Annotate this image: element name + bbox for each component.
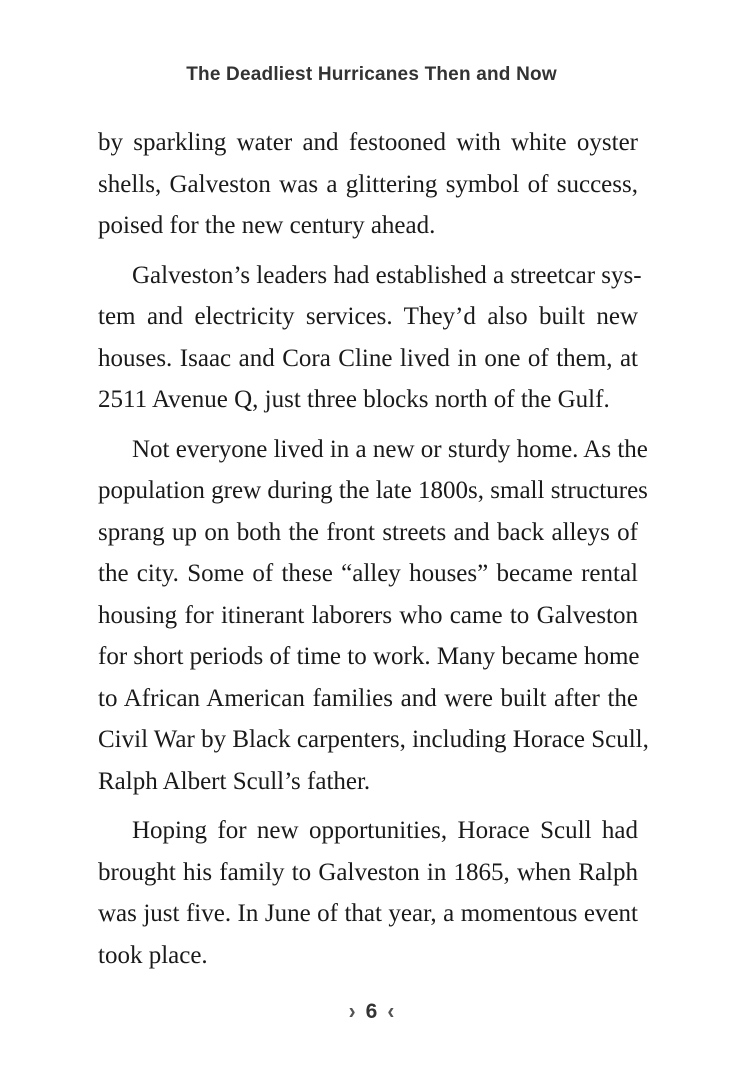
text-line: shells, Galveston was a glittering symbol of success, xyxy=(98,170,638,198)
text-line: by sparkling water and festooned with white oyster xyxy=(98,129,638,156)
text-line: Civil War by Black carpenters, including Horace Scull, xyxy=(98,726,649,753)
paragraph xyxy=(98,429,649,803)
paragraph xyxy=(98,122,638,247)
text-line: Not everyone lived in a new or sturdy home. As the xyxy=(132,435,648,463)
text-line: tem and electricity services. They’d also built new xyxy=(98,303,638,330)
running-head: The Deadliest Hurricanes Then and Now xyxy=(186,64,557,85)
text-line: took place. xyxy=(98,941,208,969)
text-line: for short periods of time to work. Many became home xyxy=(98,643,640,670)
text-line: population grew during the late 1800s, small structures xyxy=(98,477,648,504)
page-number: 6 xyxy=(365,1000,378,1023)
text-line: 2511 Avenue Q, just three blocks north of the Gulf. xyxy=(98,386,610,413)
text-line: to African American families and were built after the xyxy=(98,684,638,712)
text-line: Hoping for new opportunities, Horace Scull had xyxy=(132,817,638,844)
text-line: brought his family to Galveston in 1865, when Ralph xyxy=(98,858,638,886)
paragraph xyxy=(98,810,638,976)
text-line: was just five. In June of that year, a momentous event xyxy=(98,900,638,927)
left-chevron-icon: ‹ xyxy=(387,998,395,1025)
text-line: houses. Isaac and Cora Cline lived in one of them, at xyxy=(98,344,638,372)
text-line: sprang up on both the front streets and back alleys of xyxy=(98,518,638,546)
text-line: poised for the new century ahead. xyxy=(98,212,436,239)
text-line: the city. Some of these “alley houses” became rental xyxy=(98,560,638,587)
right-chevron-icon: › xyxy=(348,998,356,1025)
text-line: Galveston’s leaders had established a streetcar sys- xyxy=(132,261,642,289)
text-line: Ralph Albert Scull’s father. xyxy=(98,767,371,795)
text-line: housing for itinerant laborers who came to Galveston xyxy=(98,601,638,629)
body-text xyxy=(98,122,649,976)
paragraph xyxy=(98,255,642,421)
page-number-footer xyxy=(0,1000,743,1024)
